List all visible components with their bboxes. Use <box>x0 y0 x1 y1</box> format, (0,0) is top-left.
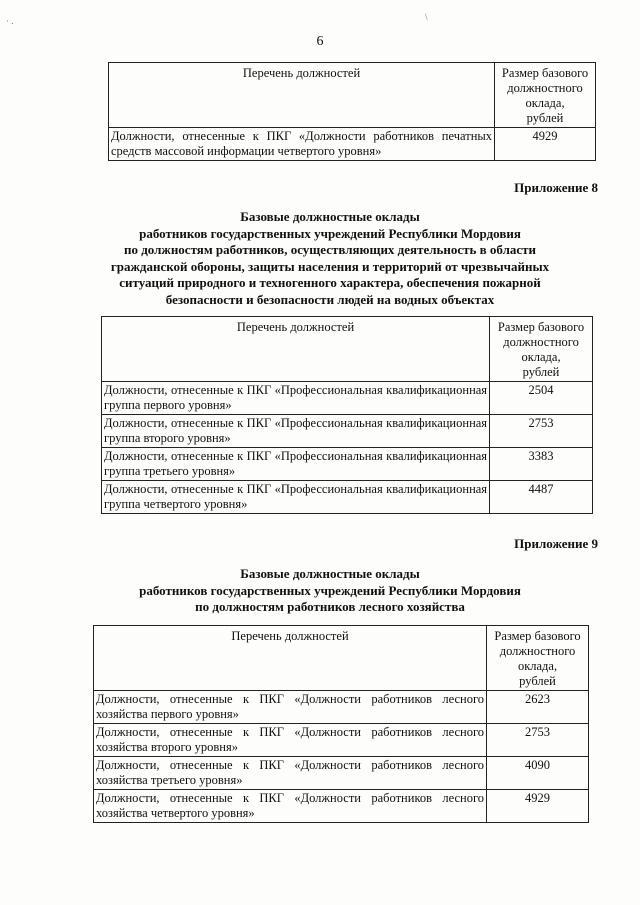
salary-value: 2623 <box>487 691 589 724</box>
header-salary-line: должностного <box>503 335 579 349</box>
header-salary <box>495 63 596 128</box>
table-row <box>102 415 593 448</box>
salary-value: 4929 <box>487 790 589 823</box>
title-line: по должностям работников, осуществляющих деятельность в области <box>123 242 537 257</box>
header-salary-line: Размер базового <box>501 66 589 80</box>
salary-value: 2504 <box>490 382 593 415</box>
title-line: Базовые должностные оклады <box>240 566 420 581</box>
table-row <box>94 757 589 790</box>
position-description: Должности, отнесенные к ПКГ «Должности работников печатных средств массовой информации четвертого уровня» <box>109 128 495 161</box>
appendix-8-title <box>80 209 580 308</box>
scan-speck: · . <box>6 16 14 26</box>
header-positions: Перечень должностей <box>94 626 487 691</box>
table-row <box>109 128 596 161</box>
table-header-row <box>109 63 596 128</box>
position-description: Должности, отнесенные к ПКГ «Профессиональная квалификационная группа третьего уровня» <box>102 448 490 481</box>
appendix-8-label: Приложение 8 <box>514 180 598 195</box>
page-number: 6 <box>316 34 324 49</box>
salary-value: 2753 <box>490 415 593 448</box>
salary-value: 2753 <box>487 724 589 757</box>
header-salary-line: рублей <box>522 365 560 379</box>
header-salary-line: оклада, <box>517 659 558 673</box>
table-header-row <box>102 317 593 382</box>
table-row <box>94 790 589 823</box>
header-positions: Перечень должностей <box>109 63 495 128</box>
title-line: гражданской обороны, защиты населения и территорий от чрезвычайных <box>110 258 550 274</box>
salary-value: 4090 <box>487 757 589 790</box>
table-row <box>102 382 593 415</box>
appendix-9-table <box>93 625 589 823</box>
position-description: Должности, отнесенные к ПКГ «Должности работников лесного хозяйства четвертого уровня» <box>94 790 487 823</box>
salary-value: 4487 <box>490 481 593 514</box>
salary-value: 3383 <box>490 448 593 481</box>
table-row <box>94 724 589 757</box>
position-description: Должности, отнесенные к ПКГ «Должности работников лесного хозяйства первого уровня» <box>94 691 487 724</box>
table-row <box>94 691 589 724</box>
appendix-9-title <box>80 566 580 616</box>
header-salary-line: оклада, <box>525 96 565 110</box>
header-salary-line: рублей <box>526 111 564 125</box>
header-salary-line: рублей <box>519 674 556 688</box>
table-row <box>102 448 593 481</box>
table-row <box>102 481 593 514</box>
table-header-row <box>94 626 589 691</box>
header-salary-line: Размер базового <box>494 629 581 643</box>
position-description: Должности, отнесенные к ПКГ «Должности работников лесного хозяйства второго уровня» <box>94 724 487 757</box>
scan-speck: \ <box>425 12 428 22</box>
appendix-8-table <box>101 316 593 514</box>
appendix-9-label: Приложение 9 <box>514 536 598 551</box>
title-line: по должностям работников лесного хозяйства <box>195 599 465 614</box>
title-line: Базовые должностные оклады <box>240 209 420 224</box>
header-salary-line: должностного <box>499 644 576 658</box>
position-description: Должности, отнесенные к ПКГ «Профессиональная квалификационная группа второго уровня» <box>102 415 490 448</box>
position-description: Должности, отнесенные к ПКГ «Должности работников лесного хозяйства третьего уровня» <box>94 757 487 790</box>
title-line: работников государственных учреждений Республики Мордовия <box>139 582 521 598</box>
header-salary-line: Размер базового <box>497 320 585 334</box>
title-line: безопасности и безопасности людей на водных объектах <box>165 291 495 307</box>
position-description: Должности, отнесенные к ПКГ «Профессиональная квалификационная группа четвертого уровня» <box>102 481 490 514</box>
position-description: Должности, отнесенные к ПКГ «Профессиональная квалификационная группа первого уровня» <box>102 382 490 415</box>
header-salary <box>487 626 589 691</box>
header-salary-line: должностного <box>507 81 583 95</box>
positions-table-continued <box>108 62 596 161</box>
salary-value: 4929 <box>495 128 596 161</box>
header-salary-line: оклада, <box>521 350 561 364</box>
title-line: работников государственных учреждений Республики Мордовия <box>139 225 521 241</box>
header-positions: Перечень должностей <box>102 317 490 382</box>
header-salary <box>490 317 593 382</box>
title-line: ситуаций природного и техногенного характера, обеспечения пожарной <box>119 275 541 290</box>
